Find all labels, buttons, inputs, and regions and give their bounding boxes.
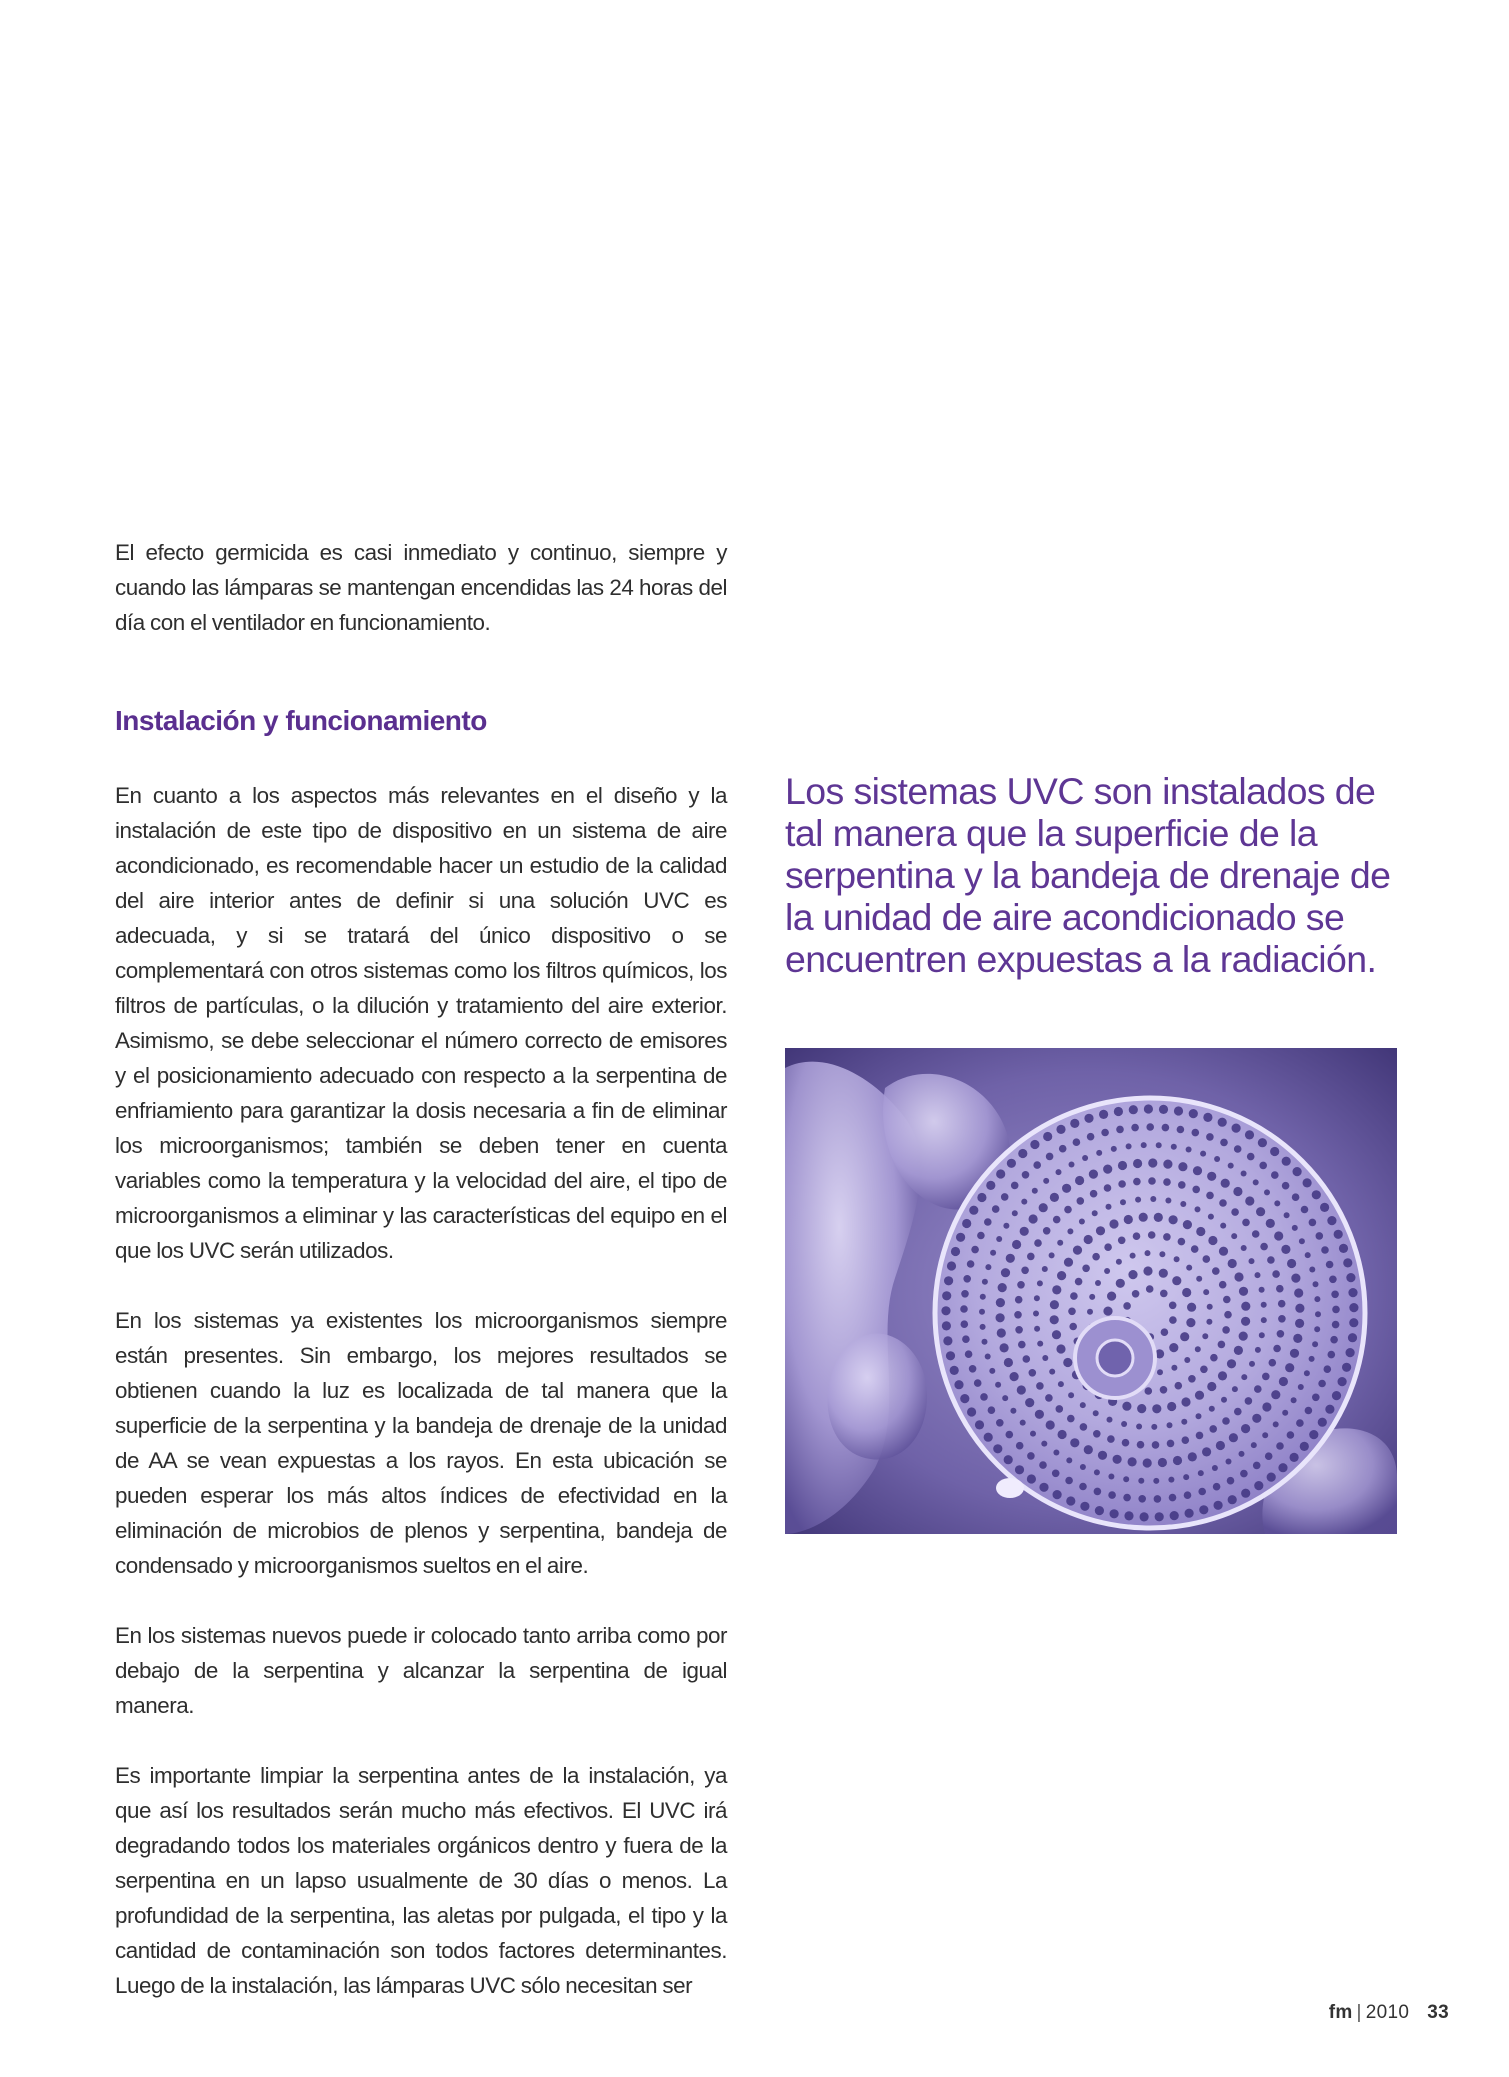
footer-year: 2010 [1365,2002,1410,2023]
page-number: 33 [1427,2002,1449,2023]
footer-separator: | [1356,2002,1362,2023]
footer-brand: fm [1328,2002,1353,2023]
diatom-micrograph-image [785,1048,1397,1534]
intro-paragraph: El efecto germicida es casi inmediato y continuo, siempre y cuando las lámparas se mantengan encendidas las 24 horas del día con el ventilador en funcionamiento. [115,540,727,635]
body-column [115,778,727,2003]
body-paragraph-4: Es importante limpiar la serpentina antes de la instalación, ya que así los resultados serán mucho más efectivos. El UVC irá degradando todos los materiales orgánicos dentro y fuera de la serpentina en un lapso usualmente de 30 días o menos. La profundidad de la serpentina, las aletas por pulgada, el tipo y la cantidad de contaminación son todos factores determinantes. Luego de la instalación, las lámparas UVC sólo necesitan ser [115,1763,727,1998]
section-heading: Instalación y funcionamiento [115,705,487,736]
body-paragraph-2: En los sistemas ya existentes los microorganismos siempre están presentes. Sin embargo, los mejores resultados se obtienen cuando la luz es localizada de tal manera que la superficie de la serpentina y la bandeja de drenaje de la unidad de AA se vean expuestas a los rayos. En esta ubicación se pueden esperar los más altos índices de efectividad en la eliminación de microbios de plenos y serpentina, bandeja de condensado y microorganismos sueltos en el aire. [115,1308,727,1578]
page-footer [1329,2002,1449,2024]
body-paragraph-1: En cuanto a los aspectos más relevantes en el diseño y la instalación de este tipo de dispositivo en un sistema de aire acondicionado, es recomendable hacer un estudio de la calidad del aire interior antes de definir si una solución UVC es adecuada, y si se tratará del único dispositivo o se complementará con otros sistemas como los filtros químicos, los filtros de partículas, o la dilución y tratamiento del aire exterior. Asimismo, se debe seleccionar el número correcto de emisores y el posicionamiento adecuado con respecto a la serpentina de enfriamiento para garantizar la dosis necesaria a fin de eliminar los microorganismos; también se deben tener en cuenta variables como la temperatura y la velocidad del aire, el tipo de microorganismos a eliminar y las características del equipo en el que los UVC serán utilizados. [115,783,727,1263]
body-paragraph-3: En los sistemas nuevos puede ir colocado tanto arriba como por debajo de la serpentina y alcanzar la serpentina de igual manera. [115,1623,727,1718]
pull-quote: Los sistemas UVC son instalados de tal manera que la superficie de la serpentina y la bandeja de drenaje de la unidad de aire acondicionado se encuentren expuestas a la radiación. [785,770,1391,980]
